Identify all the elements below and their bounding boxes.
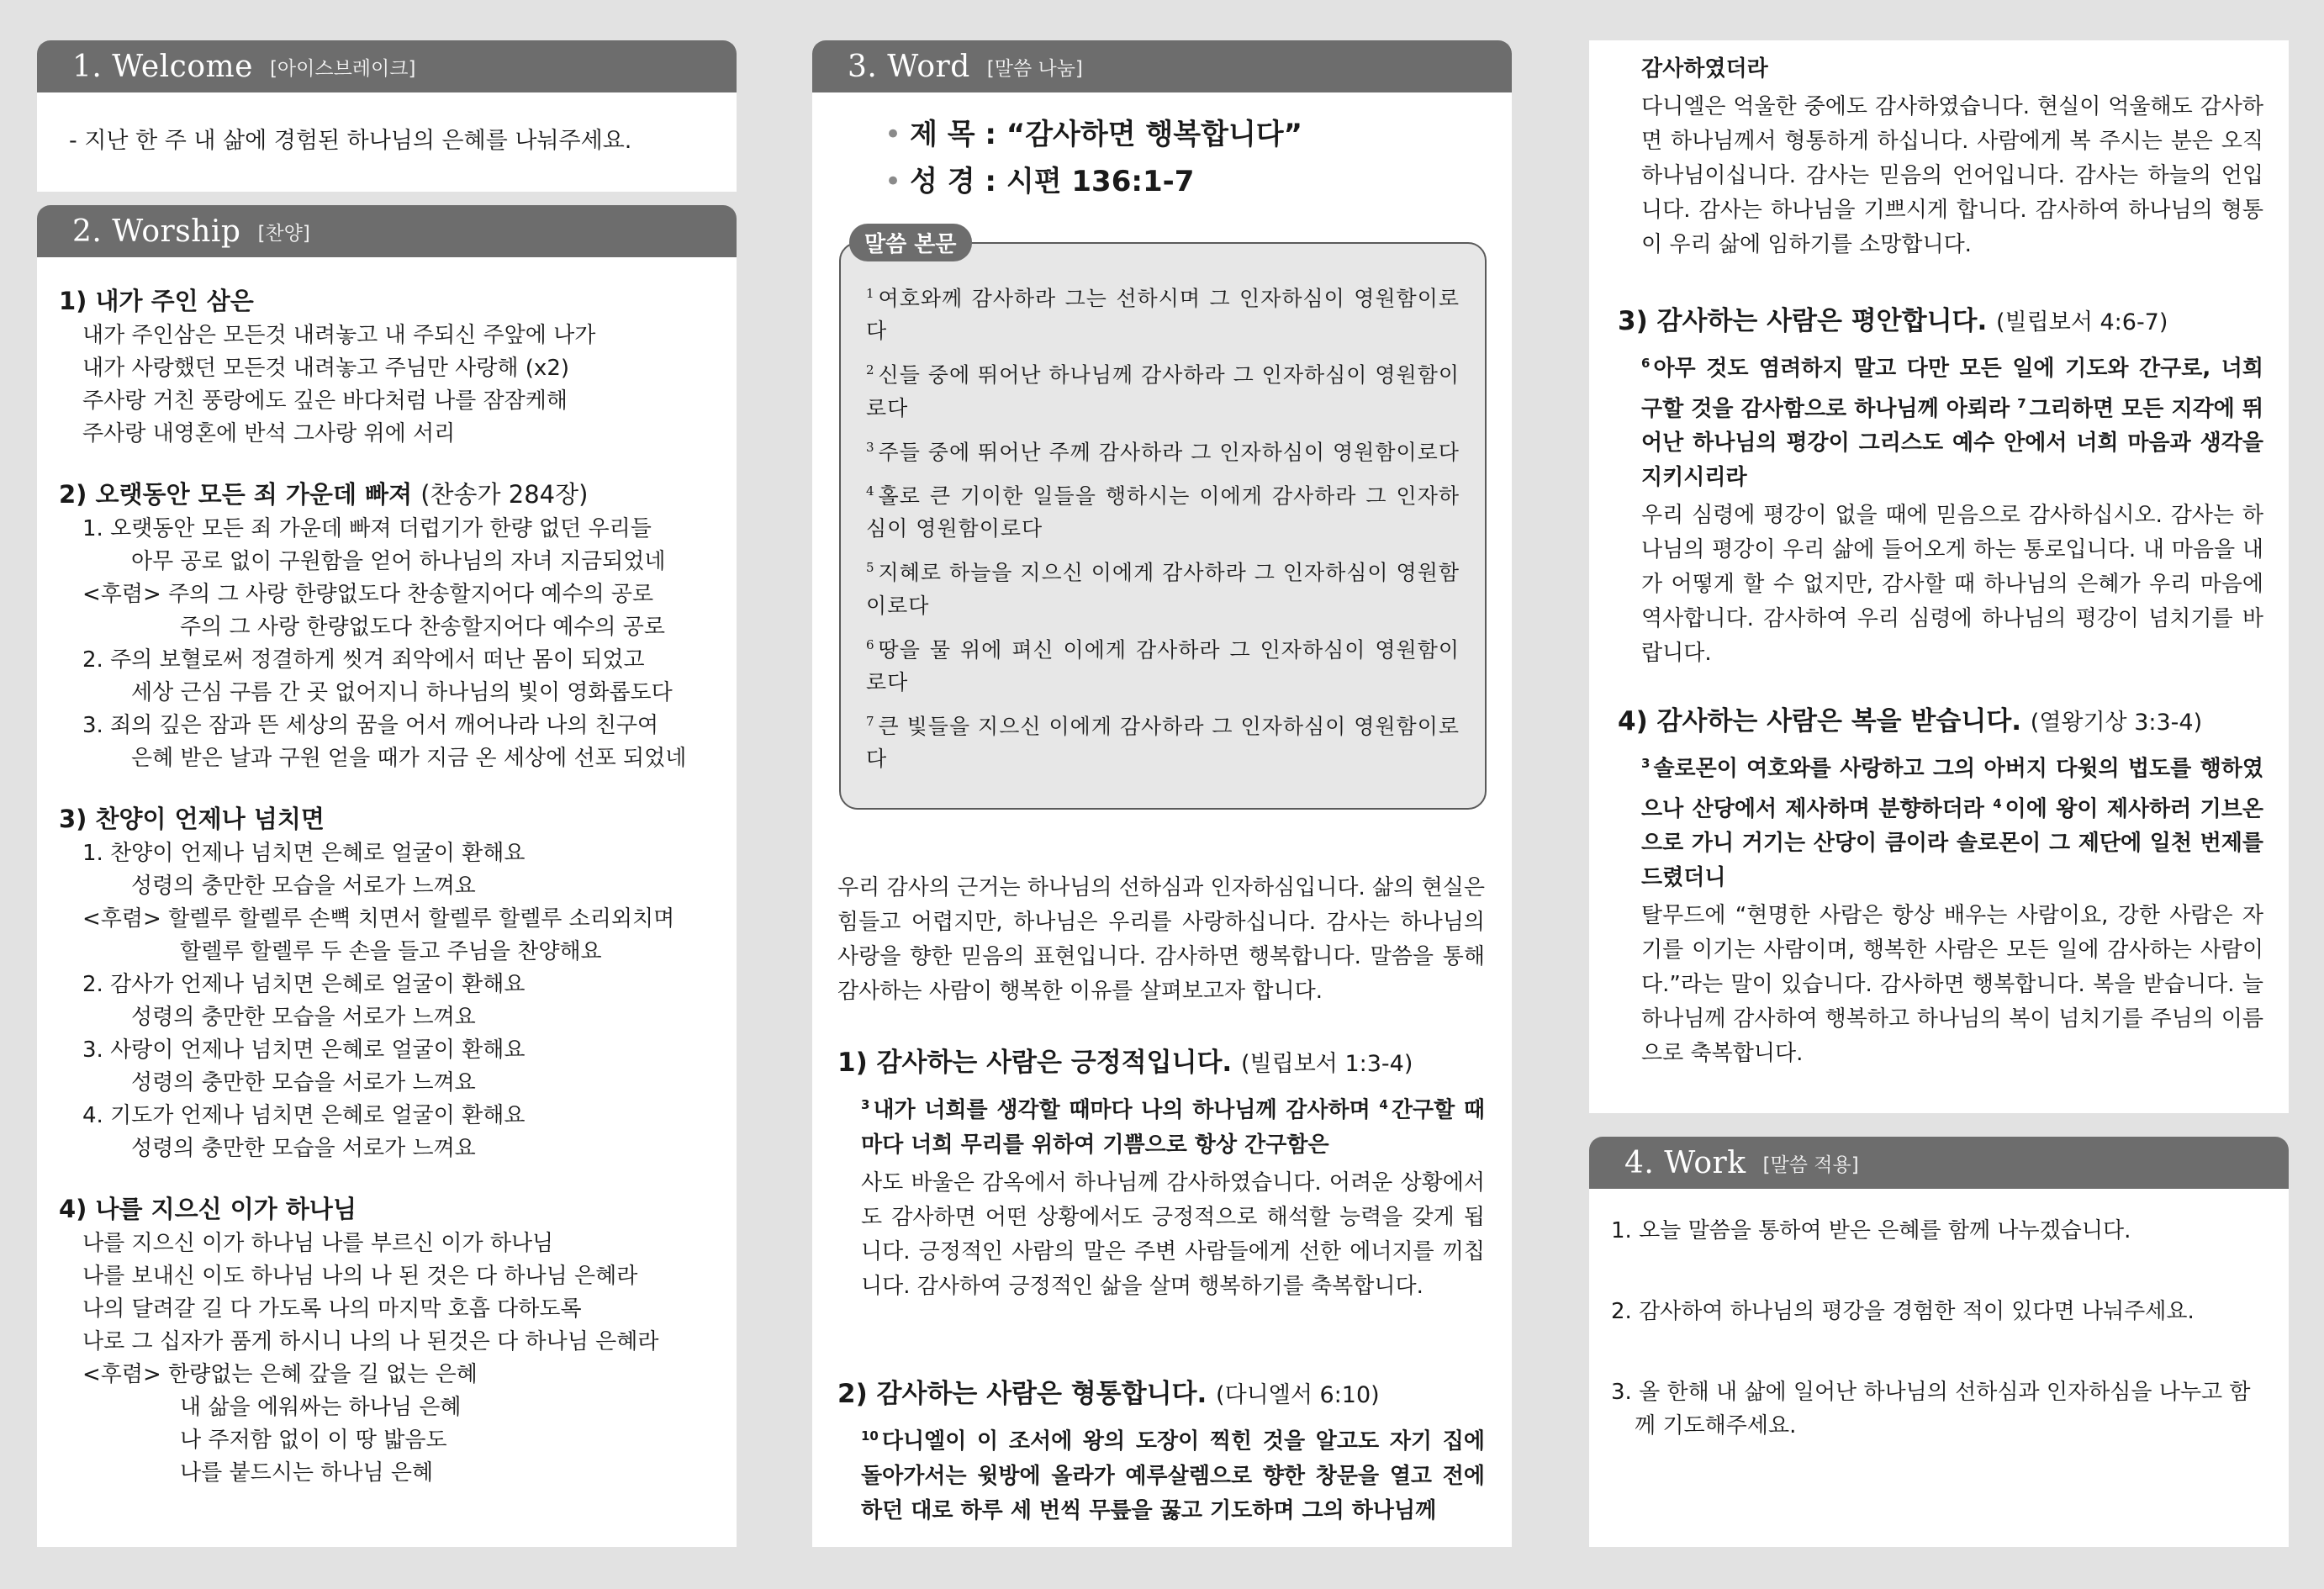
lyric-line: 내가 주인삼은 모든것 내려놓고 내 주되신 주앞에 나가: [82, 323, 596, 348]
work-item: 1. 오늘 말씀을 통하여 받은 은혜를 함께 나누겠습니다.: [1611, 1218, 2131, 1243]
work-list: [1611, 1214, 2267, 1443]
verse: $^6$ 땅을 물 위에 펴신 이에게 감사하라 그 인자하심이 영원함이로다: [866, 636, 1460, 694]
worship-subtitle: [찬양]: [257, 222, 310, 245]
work-title: 4. Work: [1624, 1145, 1746, 1180]
point-heading: 4) 감사하는 사람은 복을 받습니다. (열왕기상 3:3-4): [1618, 706, 2203, 736]
point-verse-continued: 감사하였더라: [1641, 56, 1768, 82]
lyric-line: 4. 기도가 언제나 넘치면 은혜로 얼굴이 환해요: [82, 1103, 526, 1128]
welcome-panel: [37, 40, 737, 192]
point-verse: $^6$ 아무 것도 염려하지 말고 다만 모든 일에 기도와 간구로, 너희 구할 것을 감사함으로 하나님께 아뢰라 $^7$ 그리하면 모든 지각에 뛰어난 하나님의 평강이 그리스도 예수 안에서 너희 마음과 생각을 지키시리라: [1641, 356, 2263, 491]
point-heading: 3) 감사하는 사람은 평안합니다. (빌립보서 4:6-7): [1618, 306, 2168, 336]
lyric-line: 성령의 충만한 모습을 서로가 느껴요: [131, 1005, 476, 1030]
word-header: [812, 40, 1512, 92]
song-title: 3) 찬양이 언제나 넘치면: [59, 805, 325, 833]
lyric-line: 나를 보내신 이도 하나님 나의 나 된 것은 다 하나님 은혜라: [82, 1264, 638, 1289]
point-reference: (빌립보서 4:6-7): [1996, 309, 2168, 335]
lyric-line: 아무 공로 없이 구원함을 얻어 하나님의 자녀 지금되었네: [131, 549, 666, 574]
point-1: [837, 1043, 1485, 1304]
verse-number: 5: [866, 560, 875, 576]
scripture-box-label: 말씀 본문: [849, 224, 972, 261]
lyric-line: 세상 근심 구름 간 곳 없어지니 하나님의 빛이 영화롭도다: [131, 680, 673, 705]
song-title: 4) 나를 지으신 이가 하나님: [59, 1195, 357, 1223]
lyric-line: 나 주저함 없이 이 땅 밟음도: [180, 1428, 447, 1453]
lyric-line: 1. 오랫동안 모든 죄 가운데 빠져 더럽기가 한량 없던 우리들: [82, 516, 652, 541]
song-3: [59, 800, 720, 1165]
worship-title: 2. Worship: [72, 214, 241, 249]
lyric-line: 나의 달려갈 길 다 가도록 나의 마지막 호흡 다하도록: [82, 1296, 582, 1322]
point-4: [1618, 701, 2263, 1071]
song-title: 1) 내가 주인 삼은: [59, 287, 254, 315]
work-subtitle: [말씀 적용]: [1762, 1153, 1859, 1176]
worship-header: [37, 205, 737, 257]
song-2: [59, 476, 720, 775]
point-heading: 2) 감사하는 사람은 형통합니다. (다니엘서 6:10): [837, 1379, 1380, 1409]
point-verse: $^3$ 솔로몬이 여호와를 사랑하고 그의 아버지 다윗의 법도를 행하였으나 산당에서 제사하며 분향하더라 $^4$ 이에 왕이 제사하러 기브온으로 가니 거기는 산당이 큼이라 솔로몬이 그 제단에 일천 번제를 드렸더니: [1641, 756, 2264, 891]
sermon-info: [885, 111, 1302, 205]
welcome-subtitle: [아이스브레이크]: [269, 57, 416, 80]
lyric-line: 주의 그 사랑 한량없도다 찬송할지어다 예수의 공로: [180, 615, 666, 640]
point-heading: 1) 감사하는 사람은 긍정적입니다. (빌립보서 1:3-4): [837, 1048, 1413, 1078]
verse: $^5$ 지혜로 하늘을 지으신 이에게 감사하라 그 인자하심이 영원함이로다: [866, 560, 1460, 618]
point-3: [1618, 301, 2263, 671]
welcome-header: [37, 40, 737, 92]
lyric-line: 나로 그 십자가 품게 하시니 나의 나 된것은 다 하나님 은혜라: [82, 1329, 659, 1354]
point-verse: $^3$ 내가 너희를 생각할 때마다 나의 하나님께 감사하며 $^4$ 간구할 때마다 너희 무리를 위하여 기쁨으로 항상 간구함은: [861, 1097, 1485, 1158]
point-body: 사도 바울은 감옥에서 하나님께 감사하였습니다. 어려운 상황에서도 감사하면 어떤 상황에서도 긍정적으로 해석할 능력을 갖게 됩니다. 긍정적인 사람의 말은 주변 사람들에게 선한 에너지를 끼칩니다. 감사하여 긍정적인 삶을 살며 행복하기를 축복합니다.: [861, 1169, 1485, 1299]
lyric-line: <후렴> 할렐루 할렐루 손뼉 치면서 할렐루 할렐루 소리외치며: [82, 906, 675, 932]
welcome-text: - 지난 한 주 내 삶에 경험된 하나님의 은혜를 나눠주세요.: [69, 128, 632, 154]
verse-number: 1: [866, 286, 875, 301]
lyric-line: <후렴> 한량없는 은혜 갚을 길 없는 은혜: [82, 1362, 478, 1387]
lyric-line: 내 삶을 에워싸는 하나님 은혜: [180, 1395, 462, 1420]
lyric-line: 성령의 충만한 모습을 서로가 느껴요: [131, 1136, 476, 1161]
point-2-continued: [1641, 52, 2263, 262]
point-2: [837, 1374, 1485, 1528]
verse: $^2$ 신들 중에 뛰어난 하나님께 감사하라 그 인자하심이 영원함이로다: [866, 362, 1460, 420]
scripture-box: [839, 242, 1487, 810]
point-body: 탈무드에 “현명한 사람은 항상 배우는 사람이요, 강한 사람은 자기를 이기는 사람이며, 행복한 사람은 모든 일에 감사하는 사람이다.”라는 말이 있습니다. 감사하면 행복합니다. 복을 받습니다. 늘 하나님께 감사하여 행복하고 하나님의 복이 넘치기를 주님의 이름으로 축복합니다.: [1641, 903, 2263, 1067]
lyric-line: 1. 찬양이 언제나 넘치면 은혜로 얼굴이 환해요: [82, 841, 526, 866]
lyric-line: 2. 주의 보혈로써 정결하게 씻겨 죄악에서 떠난 몸이 되었고: [82, 647, 645, 673]
lyric-line: 3. 죄의 깊은 잠과 뜬 세상의 꿈을 어서 깨어나라 나의 친구여: [82, 713, 659, 738]
sermon-title: • 제 목 : “감사하면 행복합니다”: [885, 118, 1302, 151]
song-title: 2) 오랫동안 모든 죄 가운데 빠져 (찬송가 284장): [59, 480, 589, 509]
verse-number: 7: [866, 713, 875, 729]
sermon-intro: 우리 감사의 근거는 하나님의 선하심과 인자하심입니다. 삶의 현실은 힘들고 어렵지만, 하나님은 우리를 사랑하십니다. 감사는 하나님의 사랑을 향한 믿음의 표현입니다. 감사하면 행복합니다. 말씀을 통해 감사하는 사람이 행복한 이유를 살펴보고자 합니다.: [837, 875, 1485, 1004]
song-list: [59, 282, 720, 1490]
point-body: 우리 심령에 평강이 없을 때에 믿음으로 감사하십시오. 감사는 하나님의 평강이 우리 삶에 들어오게 하는 통로입니다. 내 마음을 내가 어떻게 할 수 없지만, 감사할 때 하나님의 은혜가 우리 마음에 역사합니다. 감사하여 우리 심령에 하나님의 평강이 넘치기를 바랍니다.: [1641, 503, 2263, 667]
welcome-title: 1. Welcome: [72, 49, 253, 84]
work-item: 2. 감사하여 하나님의 평강을 경험한 적이 있다면 나눠주세요.: [1611, 1299, 2195, 1324]
lyric-line: 할렐루 할렐루 두 손을 들고 주님을 찬양해요: [180, 939, 602, 964]
point-reference: (빌립보서 1:3-4): [1241, 1051, 1413, 1077]
work-item: 3. 올 한해 내 삶에 일어난 하나님의 선하심과 인자하심을 나누고 함께 기도해주세요.: [1611, 1380, 2251, 1439]
lyric-line: <후렴> 주의 그 사랑 한량없도다 찬송할지어다 예수의 공로: [82, 582, 654, 607]
work-panel: [1589, 1137, 2289, 1547]
song-4: [59, 1190, 720, 1490]
worship-panel: [37, 205, 737, 1547]
verse-list: [866, 277, 1460, 775]
verse: $^1$ 여호와께 감사하라 그는 선하시며 그 인자하심이 영원함이로다: [866, 286, 1460, 344]
word-title: 3. Word: [848, 49, 970, 84]
hymn-number: (찬송가 284장): [420, 480, 589, 509]
lyric-line: 나를 붙드시는 하나님 은혜: [180, 1460, 434, 1486]
word-continued-panel: [1589, 40, 2289, 1113]
verse-number: 4: [866, 483, 875, 499]
verse-number: 6: [866, 636, 875, 652]
lyric-line: 은혜 받은 날과 구원 얻을 때가 지금 온 세상에 선포 되었네: [131, 746, 687, 771]
verse-number: 3: [866, 439, 875, 455]
point-verse: $^{10}$ 다니엘이 이 조서에 왕의 도장이 찍힌 것을 알고도 자기 집에 돌아가서는 윗방에 올라가 예루살렘으로 향한 창문을 열고 전에 하던 대로 하루 세 번씩 무릎을 꿇고 기도하며 그의 하나님께: [861, 1428, 1485, 1523]
verse-number: 2: [866, 362, 875, 378]
point-reference: (열왕기상 3:3-4): [2030, 710, 2203, 736]
verse: $^3$ 주들 중에 뛰어난 주께 감사하라 그 인자하심이 영원함이로다: [866, 439, 1460, 464]
lyric-line: 3. 사랑이 언제나 넘치면 은혜로 얼굴이 환해요: [82, 1037, 526, 1063]
word-panel: [812, 40, 1512, 1547]
scripture-reference: • 성 경 : 시편 136:1-7: [885, 165, 1195, 198]
lyric-line: 성령의 충만한 모습을 서로가 느껴요: [131, 874, 476, 899]
verse: $^4$ 홀로 큰 기이한 일들을 행하시는 이에게 감사하라 그 인자하심이 영원함이로다: [866, 483, 1460, 541]
lyric-line: 주사랑 거친 풍랑에도 깊은 바다처럼 나를 잠잠케해: [82, 388, 568, 414]
point-body: 다니엘은 억울한 중에도 감사하였습니다. 현실이 억울해도 감사하면 하나님께서 형통하게 하십니다. 사람에게 복 주시는 분은 오직 하나님이십니다. 감사는 믿음의 언어입니다. 감사는 하늘의 언입니다. 감사는 하나님을 기쁘시게 합니다. 감사하여 하나님의 형통이 우리 삶에 임하기를 소망합니다.: [1641, 94, 2263, 257]
word-subtitle: [말씀 나눔]: [986, 57, 1083, 80]
lyric-line: 내가 사랑했던 모든것 내려놓고 주님만 사랑해 (x2): [82, 356, 570, 381]
lyric-line: 주사랑 내영혼에 반석 그사랑 위에 서리: [82, 421, 456, 446]
verse: $^7$ 큰 빛들을 지으신 이에게 감사하라 그 인자하심이 영원함이로다: [866, 713, 1460, 772]
lyric-line: 성령의 충만한 모습을 서로가 느껴요: [131, 1070, 476, 1095]
lyric-line: 2. 감사가 언제나 넘치면 은혜로 얼굴이 환해요: [82, 972, 526, 997]
lyric-line: 나를 지으신 이가 하나님 나를 부르신 이가 하나님: [82, 1231, 554, 1256]
work-header: [1589, 1137, 2289, 1189]
song-1: [59, 282, 720, 451]
point-reference: (다니엘서 6:10): [1216, 1382, 1380, 1408]
